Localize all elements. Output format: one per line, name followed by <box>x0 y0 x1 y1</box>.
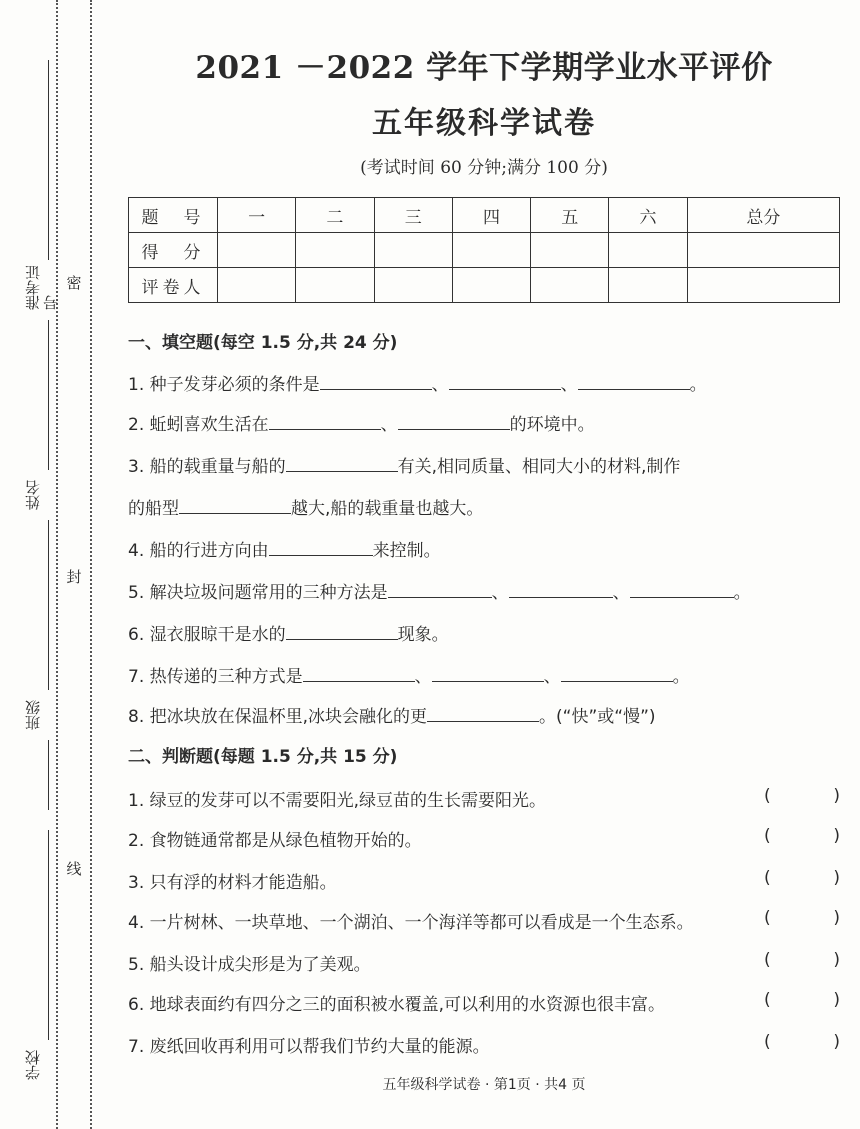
question-text: 有关,相同质量、相同大小的材料,制作 <box>397 457 681 477</box>
score-cell[interactable] <box>531 233 609 268</box>
question-text: 7. 废纸回收再利用可以帮我们节约大量的能源。 <box>128 1037 490 1057</box>
fill-question-3-cont <box>128 494 840 519</box>
score-cell[interactable] <box>218 233 296 268</box>
field-exam-number-line <box>48 60 49 260</box>
judge-question-2: 2. 食物链通常都是从绿色植物开始的。 ( ) <box>128 826 840 851</box>
exam-title: 五年级科学试卷 <box>372 106 596 141</box>
grader-cell[interactable] <box>531 268 609 303</box>
punctuation: 。 <box>733 583 751 603</box>
question-text: 2. 食物链通常都是从绿色植物开始的。 <box>128 831 422 851</box>
answer-blank[interactable] <box>398 413 510 430</box>
question-text: 4. 一片树林、一块草地、一个湖泊、一个海洋等都可以看成是一个生态系。 <box>128 913 694 933</box>
question-text: 越大,船的载重量也越大。 <box>291 499 484 519</box>
separator: 、 <box>560 375 578 395</box>
score-table-row-grader <box>129 268 840 303</box>
grader-cell[interactable] <box>452 268 530 303</box>
page-title: 2021 －2022 学年下学期学业水平评价 <box>195 50 773 86</box>
field-name <box>14 320 50 560</box>
col-header: 六 <box>609 198 687 233</box>
score-cell[interactable] <box>609 233 687 268</box>
separator: 、 <box>380 415 398 435</box>
field-name-line-2 <box>48 520 49 560</box>
answer-blank[interactable] <box>320 373 432 390</box>
judge-question-5: 5. 船头设计成尖形是为了美观。 ( ) <box>128 950 840 975</box>
fill-question-2 <box>128 410 840 435</box>
grader-cell[interactable] <box>218 268 296 303</box>
question-text: 来控制。 <box>372 541 441 561</box>
binding-strip <box>0 0 110 1129</box>
punctuation: 。 <box>672 667 690 687</box>
row-header-score: 得 分 <box>129 233 218 268</box>
question-text: 的环境中。 <box>509 415 595 435</box>
field-class-line-2 <box>48 740 49 810</box>
fill-question-1 <box>128 370 840 395</box>
page-footer: 五年级科学试卷 · 第1页 · 共4 页 <box>382 1077 586 1093</box>
cut-line-dotted <box>90 0 92 1129</box>
field-school <box>14 830 50 1090</box>
punctuation: 。 <box>689 375 707 395</box>
field-name-label: 姓名 <box>24 480 42 510</box>
field-exam-number-label: 准考证号 <box>24 265 60 310</box>
col-header: 三 <box>374 198 452 233</box>
seal-mi: 密 <box>64 272 84 293</box>
col-header: 总分 <box>687 198 839 233</box>
field-school-line <box>48 830 49 1040</box>
answer-blank[interactable] <box>303 665 415 682</box>
col-header: 二 <box>296 198 374 233</box>
seal-xian: 线 <box>64 858 84 879</box>
row-header-grader: 评卷人 <box>129 268 218 303</box>
exam-info: (考试时间 60 分钟;满分 100 分) <box>360 158 608 178</box>
judge-question-7: 7. 废纸回收再利用可以帮我们节约大量的能源。 ( ) <box>128 1032 840 1057</box>
answer-blank[interactable] <box>179 497 291 514</box>
question-text: 6. 地球表面约有四分之三的面积被水覆盖,可以利用的水资源也很丰富。 <box>128 995 666 1015</box>
question-text: 现象。 <box>397 625 449 645</box>
answer-blank[interactable] <box>269 539 373 556</box>
answer-blank[interactable] <box>578 373 690 390</box>
fill-question-4 <box>128 536 840 561</box>
question-text: 5. 解决垃圾问题常用的三种方法是 <box>128 583 388 603</box>
grader-cell[interactable] <box>296 268 374 303</box>
judge-question-1: 1. 绿豆的发芽可以不需要阳光,绿豆苗的生长需要阳光。 ( ) <box>128 786 840 811</box>
separator: 、 <box>431 375 449 395</box>
answer-blank[interactable] <box>286 623 398 640</box>
score-cell[interactable] <box>374 233 452 268</box>
judge-question-3: 3. 只有浮的材料才能造船。 ( ) <box>128 868 840 893</box>
grader-cell[interactable] <box>687 268 839 303</box>
fill-question-6 <box>128 620 840 645</box>
judge-question-6: 6. 地球表面约有四分之三的面积被水覆盖,可以利用的水资源也很丰富。 ( ) <box>128 990 840 1015</box>
answer-blank[interactable] <box>630 581 734 598</box>
answer-blank[interactable] <box>509 581 613 598</box>
question-text: 。(“快”或“慢”) <box>539 707 656 727</box>
question-text: 1. 绿豆的发芽可以不需要阳光,绿豆苗的生长需要阳光。 <box>128 791 547 811</box>
section1-heading: 一、填空题(每空 1.5 分,共 24 分) <box>128 333 398 353</box>
score-cell[interactable] <box>296 233 374 268</box>
answer-blank[interactable] <box>561 665 673 682</box>
answer-blank[interactable] <box>269 413 381 430</box>
answer-blank[interactable] <box>449 373 561 390</box>
question-text: 4. 船的行进方向由 <box>128 541 269 561</box>
field-exam-number <box>14 60 60 310</box>
answer-blank[interactable] <box>388 581 492 598</box>
field-class-label: 班级 <box>24 700 42 730</box>
fill-question-5 <box>128 578 840 603</box>
question-text: 2. 蚯蚓喜欢生活在 <box>128 415 269 435</box>
separator: 、 <box>612 583 630 603</box>
question-text: 6. 湿衣服晾干是水的 <box>128 625 286 645</box>
seal-feng: 封 <box>64 566 84 587</box>
score-cell[interactable] <box>452 233 530 268</box>
answer-blank[interactable] <box>286 455 398 472</box>
fill-question-3 <box>128 452 840 477</box>
question-text: 5. 船头设计成尖形是为了美观。 <box>128 955 371 975</box>
field-class <box>14 560 50 820</box>
col-header: 五 <box>531 198 609 233</box>
field-school-label: 学校 <box>24 1050 42 1080</box>
fold-line-dotted <box>56 0 58 1129</box>
grader-cell[interactable] <box>374 268 452 303</box>
judge-question-4: 4. 一片树林、一块草地、一个湖泊、一个海洋等都可以看成是一个生态系。 ( ) <box>128 908 840 933</box>
col-header: 一 <box>218 198 296 233</box>
question-text: 3. 船的载重量与船的 <box>128 457 286 477</box>
grader-cell[interactable] <box>609 268 687 303</box>
section2-heading: 二、判断题(每题 1.5 分,共 15 分) <box>128 747 398 767</box>
answer-blank[interactable] <box>432 665 544 682</box>
score-cell[interactable] <box>687 233 839 268</box>
score-table <box>128 197 840 303</box>
question-text: 8. 把冰块放在保温杯里,冰块会融化的更 <box>128 707 428 727</box>
question-text: 的船型 <box>128 499 179 519</box>
question-text: 1. 种子发芽必须的条件是 <box>128 375 320 395</box>
score-table-row-score <box>129 233 840 268</box>
field-name-line <box>48 320 49 470</box>
fill-question-8 <box>128 702 840 727</box>
question-text: 3. 只有浮的材料才能造船。 <box>128 873 337 893</box>
question-text: 7. 热传递的三种方式是 <box>128 667 303 687</box>
field-class-line <box>48 560 49 690</box>
row-header-number: 题 号 <box>129 198 218 233</box>
col-header: 四 <box>452 198 530 233</box>
separator: 、 <box>414 667 432 687</box>
separator: 、 <box>491 583 509 603</box>
separator: 、 <box>543 667 561 687</box>
fill-question-7 <box>128 662 840 687</box>
answer-blank[interactable] <box>427 705 539 722</box>
score-table-row-number <box>129 198 840 233</box>
